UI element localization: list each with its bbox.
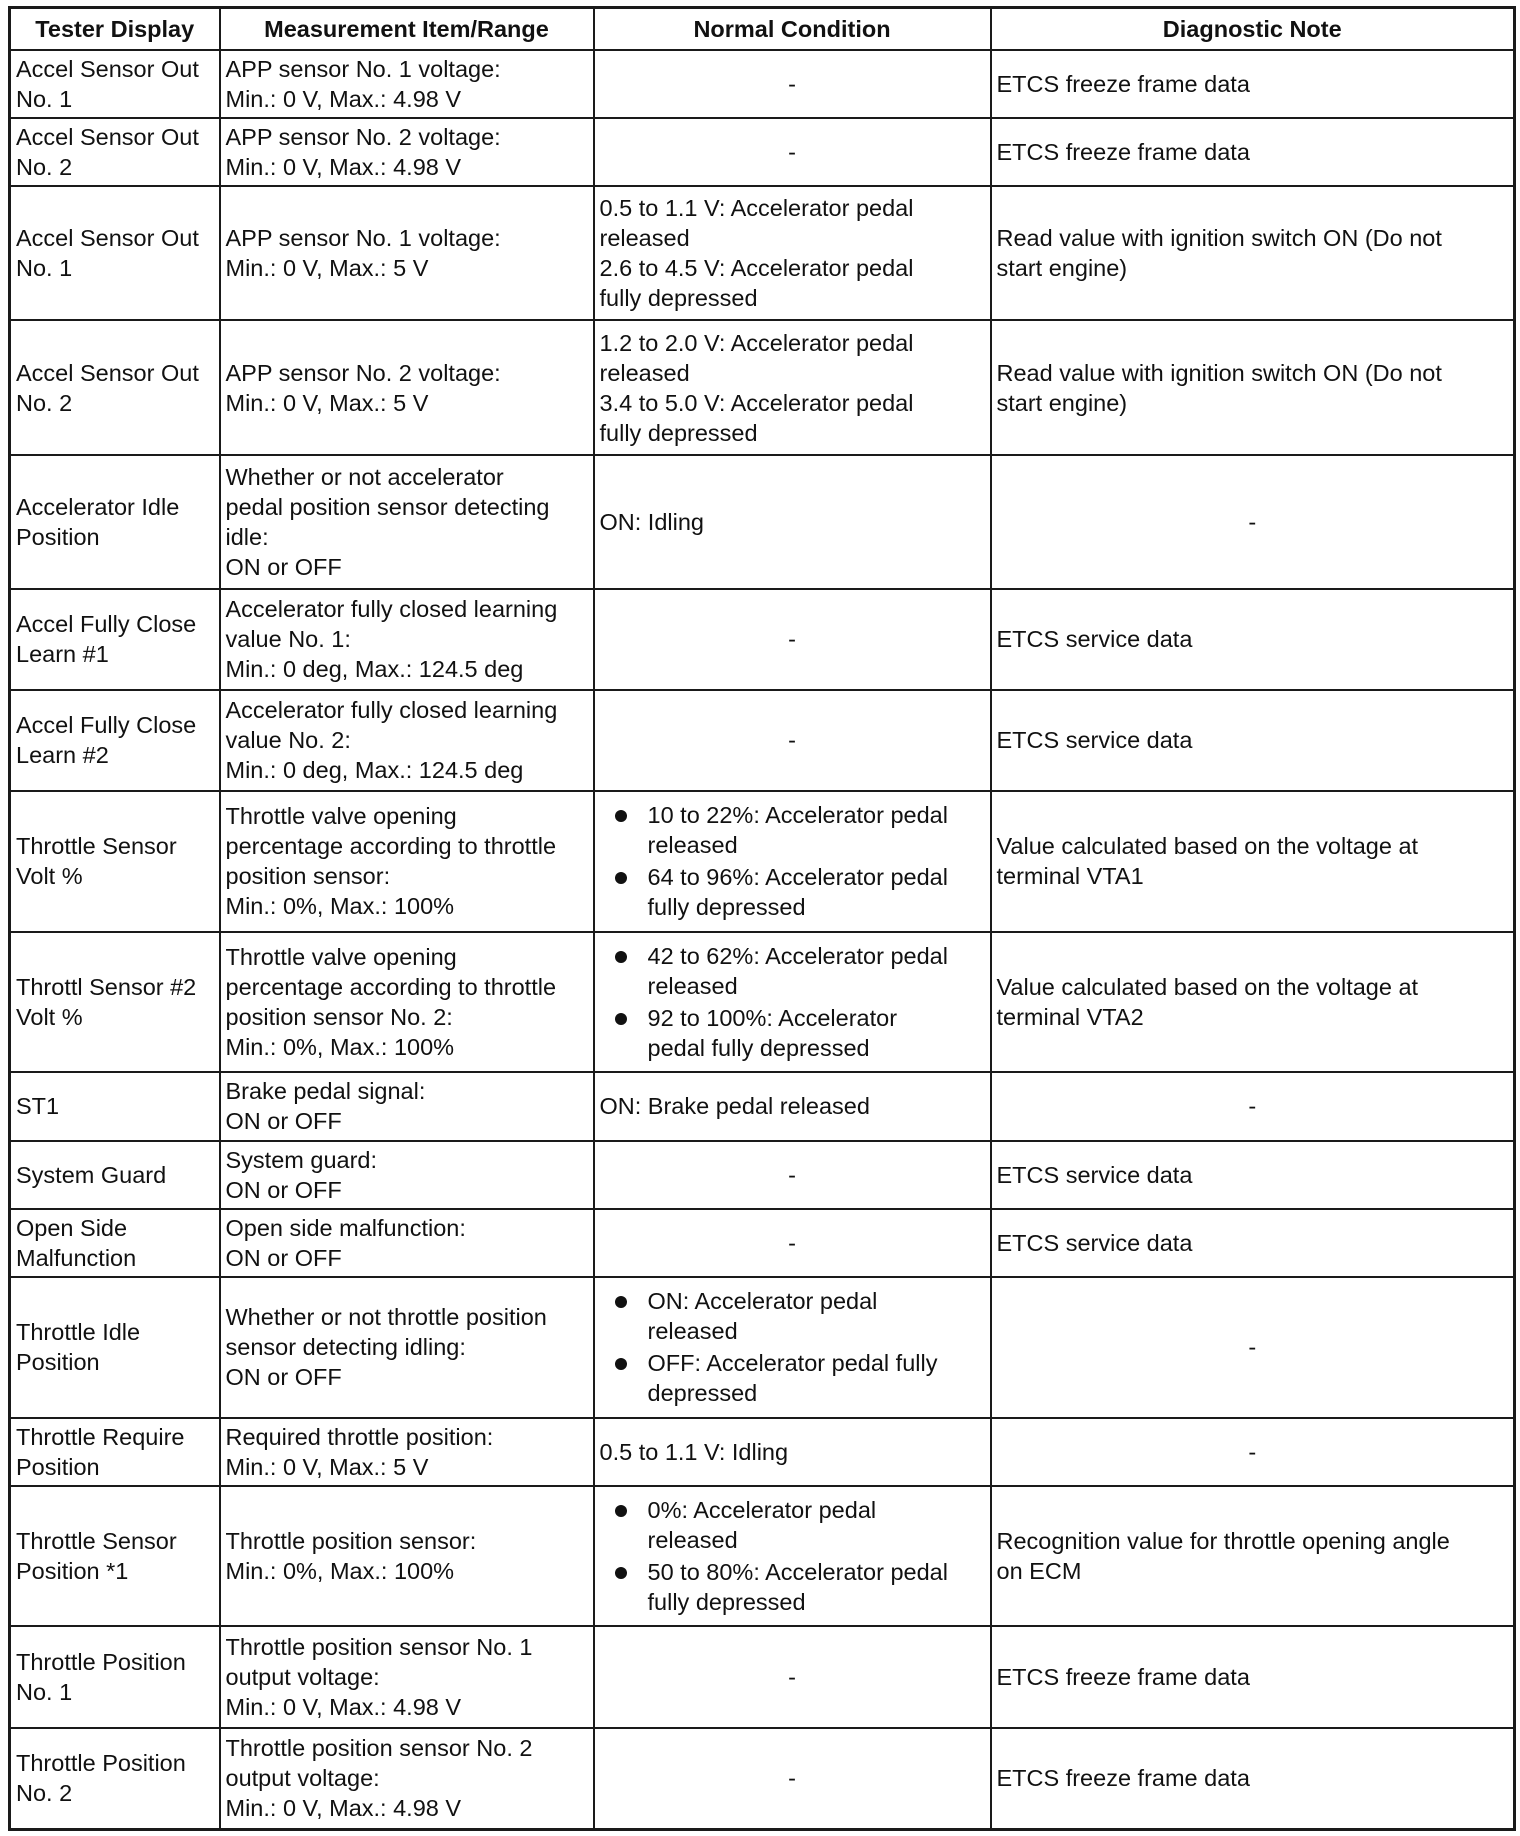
cell-line: APP sensor No. 2 voltage: <box>225 124 501 151</box>
cell-tester-display <box>10 1209 220 1277</box>
bullet-list <box>600 1495 985 1617</box>
cell-normal-condition <box>594 186 991 320</box>
cell-line: No. 2 <box>16 1780 73 1807</box>
cell-line: ON or OFF <box>225 553 342 580</box>
cell-line: ETCS freeze frame data <box>996 71 1250 98</box>
cell-diagnostic-note <box>991 455 1515 589</box>
cell-diagnostic-note <box>991 186 1515 320</box>
cell-line: output voltage: <box>225 1664 380 1691</box>
cell-line: ETCS service data <box>996 1161 1193 1188</box>
cell-measurement-item <box>220 1418 594 1486</box>
cell-line: OFF: Accelerator pedal fully <box>647 1350 938 1377</box>
cell-measurement-item <box>220 1277 594 1418</box>
bullet-dot-icon <box>615 1505 627 1517</box>
cell-line: depressed <box>647 1380 758 1407</box>
cell-line: Throttle valve opening <box>225 803 457 830</box>
cell-diagnostic-note <box>991 1072 1515 1140</box>
cell-diagnostic-note <box>991 1209 1515 1277</box>
cell-line: Position <box>16 523 100 550</box>
table-row <box>10 690 1515 791</box>
cell-line: Accel Sensor Out <box>16 56 199 83</box>
cell-line: terminal VTA1 <box>996 863 1144 890</box>
cell-line: sensor detecting idling: <box>225 1334 466 1361</box>
cell-tester-display <box>10 791 220 932</box>
cell-line: - <box>1248 508 1257 535</box>
bullet-item <box>600 1557 985 1617</box>
bullet-item <box>600 862 985 922</box>
table-row <box>10 791 1515 932</box>
cell-line: terminal VTA2 <box>996 1004 1144 1031</box>
header-tester-display: Tester Display <box>10 8 220 51</box>
bullet-item <box>600 941 985 1001</box>
cell-line: Throttle Require <box>16 1423 185 1450</box>
cell-line: position sensor No. 2: <box>225 1004 453 1031</box>
cell-line: Brake pedal signal: <box>225 1078 426 1105</box>
cell-measurement-item <box>220 690 594 791</box>
cell-line: idle: <box>225 523 269 550</box>
cell-line: - <box>788 139 796 166</box>
cell-measurement-item <box>220 1486 594 1627</box>
cell-normal-condition <box>594 1626 991 1727</box>
cell-line: Min.: 0 V, Max.: 4.98 V <box>225 1694 462 1721</box>
table-row <box>10 320 1515 454</box>
cell-line: APP sensor No. 1 voltage: <box>225 225 501 252</box>
table-row <box>10 1072 1515 1140</box>
cell-line: Value calculated based on the voltage at <box>996 974 1419 1001</box>
cell-line: released <box>599 225 690 252</box>
cell-line: released <box>647 1318 738 1345</box>
cell-line: Recognition value for throttle opening angle <box>996 1528 1450 1555</box>
cell-line: released <box>647 973 738 1000</box>
cell-line: Read value with ignition switch ON (Do not <box>996 225 1442 252</box>
cell-line: fully depressed <box>647 1589 806 1616</box>
cell-line: Min.: 0 V, Max.: 4.98 V <box>225 1795 462 1822</box>
cell-line: Accel Fully Close <box>16 712 197 739</box>
cell-line: 0.5 to 1.1 V: Accelerator pedal <box>599 195 914 222</box>
cell-line: Learn #1 <box>16 641 109 668</box>
cell-line: Position <box>16 1453 100 1480</box>
cell-diagnostic-note <box>991 118 1515 186</box>
cell-tester-display <box>10 1072 220 1140</box>
cell-line: - <box>1248 1438 1257 1465</box>
cell-line: Throttl Sensor #2 <box>16 974 197 1001</box>
cell-normal-condition <box>594 1728 991 1830</box>
cell-normal-condition <box>594 1277 991 1418</box>
cell-tester-display <box>10 1486 220 1627</box>
cell-tester-display <box>10 690 220 791</box>
cell-line: 64 to 96%: Accelerator pedal <box>647 864 948 891</box>
cell-diagnostic-note <box>991 1486 1515 1627</box>
cell-line: ON or OFF <box>225 1244 342 1271</box>
cell-normal-condition <box>594 932 991 1073</box>
table-row <box>10 1209 1515 1277</box>
cell-line: Volt % <box>16 863 83 890</box>
cell-line: ON: Accelerator pedal <box>647 1288 878 1315</box>
cell-diagnostic-note <box>991 589 1515 690</box>
cell-line: output voltage: <box>225 1765 380 1792</box>
cell-line: fully depressed <box>599 285 758 312</box>
cell-line: No. 1 <box>16 1679 73 1706</box>
cell-line: No. 1 <box>16 255 73 282</box>
data-list-table <box>8 6 1516 1831</box>
cell-line: Learn #2 <box>16 742 109 769</box>
cell-diagnostic-note <box>991 1418 1515 1486</box>
table-row <box>10 50 1515 118</box>
table-row <box>10 455 1515 589</box>
bullet-dot-icon <box>615 951 627 963</box>
cell-line: 0.5 to 1.1 V: Idling <box>599 1438 789 1465</box>
cell-line: Whether or not accelerator <box>225 463 504 490</box>
cell-line: Open Side <box>16 1214 128 1241</box>
cell-line: start engine) <box>996 389 1128 416</box>
cell-line: Throttle position sensor No. 2 <box>225 1735 533 1762</box>
bullet-dot-icon <box>615 810 627 822</box>
cell-tester-display <box>10 1141 220 1209</box>
cell-line: Open side malfunction: <box>225 1214 466 1241</box>
cell-line: 1.2 to 2.0 V: Accelerator pedal <box>599 329 914 356</box>
cell-line: ETCS freeze frame data <box>996 1765 1250 1792</box>
table-row <box>10 932 1515 1073</box>
cell-line: ETCS service data <box>996 727 1193 754</box>
cell-tester-display <box>10 186 220 320</box>
cell-measurement-item <box>220 1728 594 1830</box>
cell-line: No. 1 <box>16 86 73 113</box>
bullet-item <box>600 1286 985 1346</box>
cell-line: Min.: 0 deg, Max.: 124.5 deg <box>225 757 524 784</box>
bullet-item <box>600 1495 985 1555</box>
cell-line: fully depressed <box>599 419 758 446</box>
cell-measurement-item <box>220 1141 594 1209</box>
cell-line: start engine) <box>996 255 1128 282</box>
cell-tester-display <box>10 455 220 589</box>
cell-tester-display <box>10 1418 220 1486</box>
cell-tester-display <box>10 589 220 690</box>
cell-measurement-item <box>220 320 594 454</box>
cell-line: Throttle Position <box>16 1750 186 1777</box>
cell-line: Throttle Idle <box>16 1319 141 1346</box>
cell-tester-display <box>10 1626 220 1727</box>
cell-line: Min.: 0%, Max.: 100% <box>225 1034 455 1061</box>
cell-line: 3.4 to 5.0 V: Accelerator pedal <box>599 389 914 416</box>
cell-line: Accelerator fully closed learning <box>225 697 558 724</box>
cell-measurement-item <box>220 50 594 118</box>
cell-line: - <box>788 1765 796 1792</box>
cell-line: - <box>788 727 796 754</box>
cell-line: System Guard <box>16 1161 167 1188</box>
cell-line: Position <box>16 1349 100 1376</box>
cell-diagnostic-note <box>991 1141 1515 1209</box>
cell-line: Min.: 0%, Max.: 100% <box>225 1558 455 1585</box>
cell-line: - <box>788 1664 796 1691</box>
cell-line: - <box>788 1161 796 1188</box>
data-list-table-sheet <box>8 6 1513 1831</box>
cell-tester-display <box>10 932 220 1073</box>
cell-normal-condition <box>594 50 991 118</box>
cell-line: APP sensor No. 2 voltage: <box>225 359 501 386</box>
cell-line: Malfunction <box>16 1244 137 1271</box>
bullet-list <box>600 800 985 922</box>
cell-line: Throttle position sensor No. 1 <box>225 1634 533 1661</box>
cell-line: released <box>599 359 690 386</box>
cell-normal-condition <box>594 589 991 690</box>
cell-line: 42 to 62%: Accelerator pedal <box>647 943 948 970</box>
cell-line: - <box>1248 1093 1257 1120</box>
cell-line: 0%: Accelerator pedal <box>647 1497 877 1524</box>
cell-line: ST1 <box>16 1093 60 1120</box>
cell-line: 50 to 80%: Accelerator pedal <box>647 1559 948 1586</box>
bullet-item <box>600 1003 985 1063</box>
cell-line: ON or OFF <box>225 1108 342 1135</box>
header-measurement-item: Measurement Item/Range <box>220 8 594 51</box>
cell-line: Position *1 <box>16 1558 129 1585</box>
cell-measurement-item <box>220 118 594 186</box>
cell-line: Accel Sensor Out <box>16 225 199 252</box>
cell-line: Throttle position sensor: <box>225 1528 477 1555</box>
bullet-item <box>600 800 985 860</box>
cell-line: ETCS service data <box>996 626 1193 653</box>
cell-normal-condition <box>594 455 991 589</box>
cell-line: Accel Fully Close <box>16 611 197 638</box>
cell-tester-display <box>10 118 220 186</box>
cell-line: Required throttle position: <box>225 1423 494 1450</box>
cell-line: - <box>1248 1334 1257 1361</box>
cell-line: 2.6 to 4.5 V: Accelerator pedal <box>599 255 914 282</box>
cell-normal-condition <box>594 1209 991 1277</box>
cell-line: released <box>647 832 738 859</box>
cell-diagnostic-note <box>991 1277 1515 1418</box>
cell-diagnostic-note <box>991 1626 1515 1727</box>
cell-line: percentage according to throttle <box>225 974 557 1001</box>
cell-measurement-item <box>220 1626 594 1727</box>
cell-tester-display <box>10 320 220 454</box>
bullet-dot-icon <box>615 1296 627 1308</box>
cell-line: - <box>788 1229 796 1256</box>
table-row <box>10 1141 1515 1209</box>
cell-measurement-item <box>220 455 594 589</box>
bullet-item <box>600 1348 985 1408</box>
cell-line: Min.: 0 V, Max.: 4.98 V <box>225 86 462 113</box>
cell-diagnostic-note <box>991 932 1515 1073</box>
cell-line: released <box>647 1527 738 1554</box>
bullet-dot-icon <box>615 1567 627 1579</box>
cell-line: Whether or not throttle position <box>225 1304 547 1331</box>
bullet-dot-icon <box>615 1358 627 1370</box>
cell-line: ETCS service data <box>996 1229 1193 1256</box>
cell-line: Min.: 0 deg, Max.: 124.5 deg <box>225 656 524 683</box>
cell-normal-condition <box>594 1141 991 1209</box>
table-row <box>10 1626 1515 1727</box>
header-normal-condition: Normal Condition <box>594 8 991 51</box>
table-row <box>10 1728 1515 1830</box>
cell-line: Throttle Sensor <box>16 833 177 860</box>
cell-line: ON or OFF <box>225 1176 342 1203</box>
cell-measurement-item <box>220 1072 594 1140</box>
cell-diagnostic-note <box>991 1728 1515 1830</box>
cell-line: 10 to 22%: Accelerator pedal <box>647 802 948 829</box>
table-row <box>10 118 1515 186</box>
cell-line: Throttle Position <box>16 1649 186 1676</box>
cell-line: 92 to 100%: Accelerator <box>647 1005 898 1032</box>
cell-line: Min.: 0%, Max.: 100% <box>225 893 455 920</box>
cell-measurement-item <box>220 186 594 320</box>
cell-line: Accel Sensor Out <box>16 124 199 151</box>
table-row <box>10 186 1515 320</box>
cell-measurement-item <box>220 791 594 932</box>
cell-line: ETCS freeze frame data <box>996 1664 1250 1691</box>
cell-diagnostic-note <box>991 791 1515 932</box>
bullet-dot-icon <box>615 872 627 884</box>
cell-normal-condition <box>594 118 991 186</box>
cell-line: pedal position sensor detecting <box>225 493 550 520</box>
cell-line: Min.: 0 V, Max.: 5 V <box>225 255 429 282</box>
cell-line: ON: Brake pedal released <box>599 1093 870 1120</box>
cell-line: Throttle valve opening <box>225 944 457 971</box>
cell-line: Value calculated based on the voltage at <box>996 833 1419 860</box>
cell-line: ON: Idling <box>599 508 704 535</box>
bullet-list <box>600 941 985 1063</box>
cell-line: Accel Sensor Out <box>16 359 199 386</box>
cell-tester-display <box>10 50 220 118</box>
cell-line: Accelerator fully closed learning <box>225 596 558 623</box>
cell-line: pedal fully depressed <box>647 1035 870 1062</box>
cell-line: APP sensor No. 1 voltage: <box>225 56 501 83</box>
cell-normal-condition <box>594 1418 991 1486</box>
header-diagnostic-note: Diagnostic Note <box>991 8 1515 51</box>
cell-line: on ECM <box>996 1558 1082 1585</box>
cell-line: value No. 1: <box>225 626 351 653</box>
cell-line: Min.: 0 V, Max.: 5 V <box>225 389 429 416</box>
cell-tester-display <box>10 1728 220 1830</box>
cell-normal-condition <box>594 320 991 454</box>
cell-line: value No. 2: <box>225 727 351 754</box>
cell-line: No. 2 <box>16 389 73 416</box>
cell-line: Min.: 0 V, Max.: 5 V <box>225 1453 429 1480</box>
cell-measurement-item <box>220 932 594 1073</box>
cell-normal-condition <box>594 791 991 932</box>
cell-line: Throttle Sensor <box>16 1528 177 1555</box>
cell-diagnostic-note <box>991 50 1515 118</box>
cell-normal-condition <box>594 690 991 791</box>
cell-diagnostic-note <box>991 320 1515 454</box>
cell-line: - <box>788 626 796 653</box>
cell-normal-condition <box>594 1486 991 1627</box>
cell-normal-condition <box>594 1072 991 1140</box>
bullet-dot-icon <box>615 1013 627 1025</box>
cell-line: ON or OFF <box>225 1364 342 1391</box>
bullet-list <box>600 1286 985 1408</box>
cell-diagnostic-note <box>991 690 1515 791</box>
cell-line: No. 2 <box>16 154 73 181</box>
cell-line: fully depressed <box>647 894 806 921</box>
cell-line: position sensor: <box>225 863 391 890</box>
cell-line: System guard: <box>225 1146 378 1173</box>
cell-line: Min.: 0 V, Max.: 4.98 V <box>225 154 462 181</box>
table-row <box>10 1418 1515 1486</box>
cell-line: ETCS freeze frame data <box>996 139 1250 166</box>
table-row <box>10 589 1515 690</box>
table-row <box>10 1277 1515 1418</box>
cell-line: percentage according to throttle <box>225 833 557 860</box>
table-header-row <box>10 8 1515 51</box>
cell-measurement-item <box>220 1209 594 1277</box>
table-row <box>10 1486 1515 1627</box>
cell-measurement-item <box>220 589 594 690</box>
cell-line: - <box>788 71 796 98</box>
cell-line: Volt % <box>16 1004 83 1031</box>
cell-line: Read value with ignition switch ON (Do not <box>996 359 1442 386</box>
cell-line: Accelerator Idle <box>16 493 180 520</box>
cell-tester-display <box>10 1277 220 1418</box>
